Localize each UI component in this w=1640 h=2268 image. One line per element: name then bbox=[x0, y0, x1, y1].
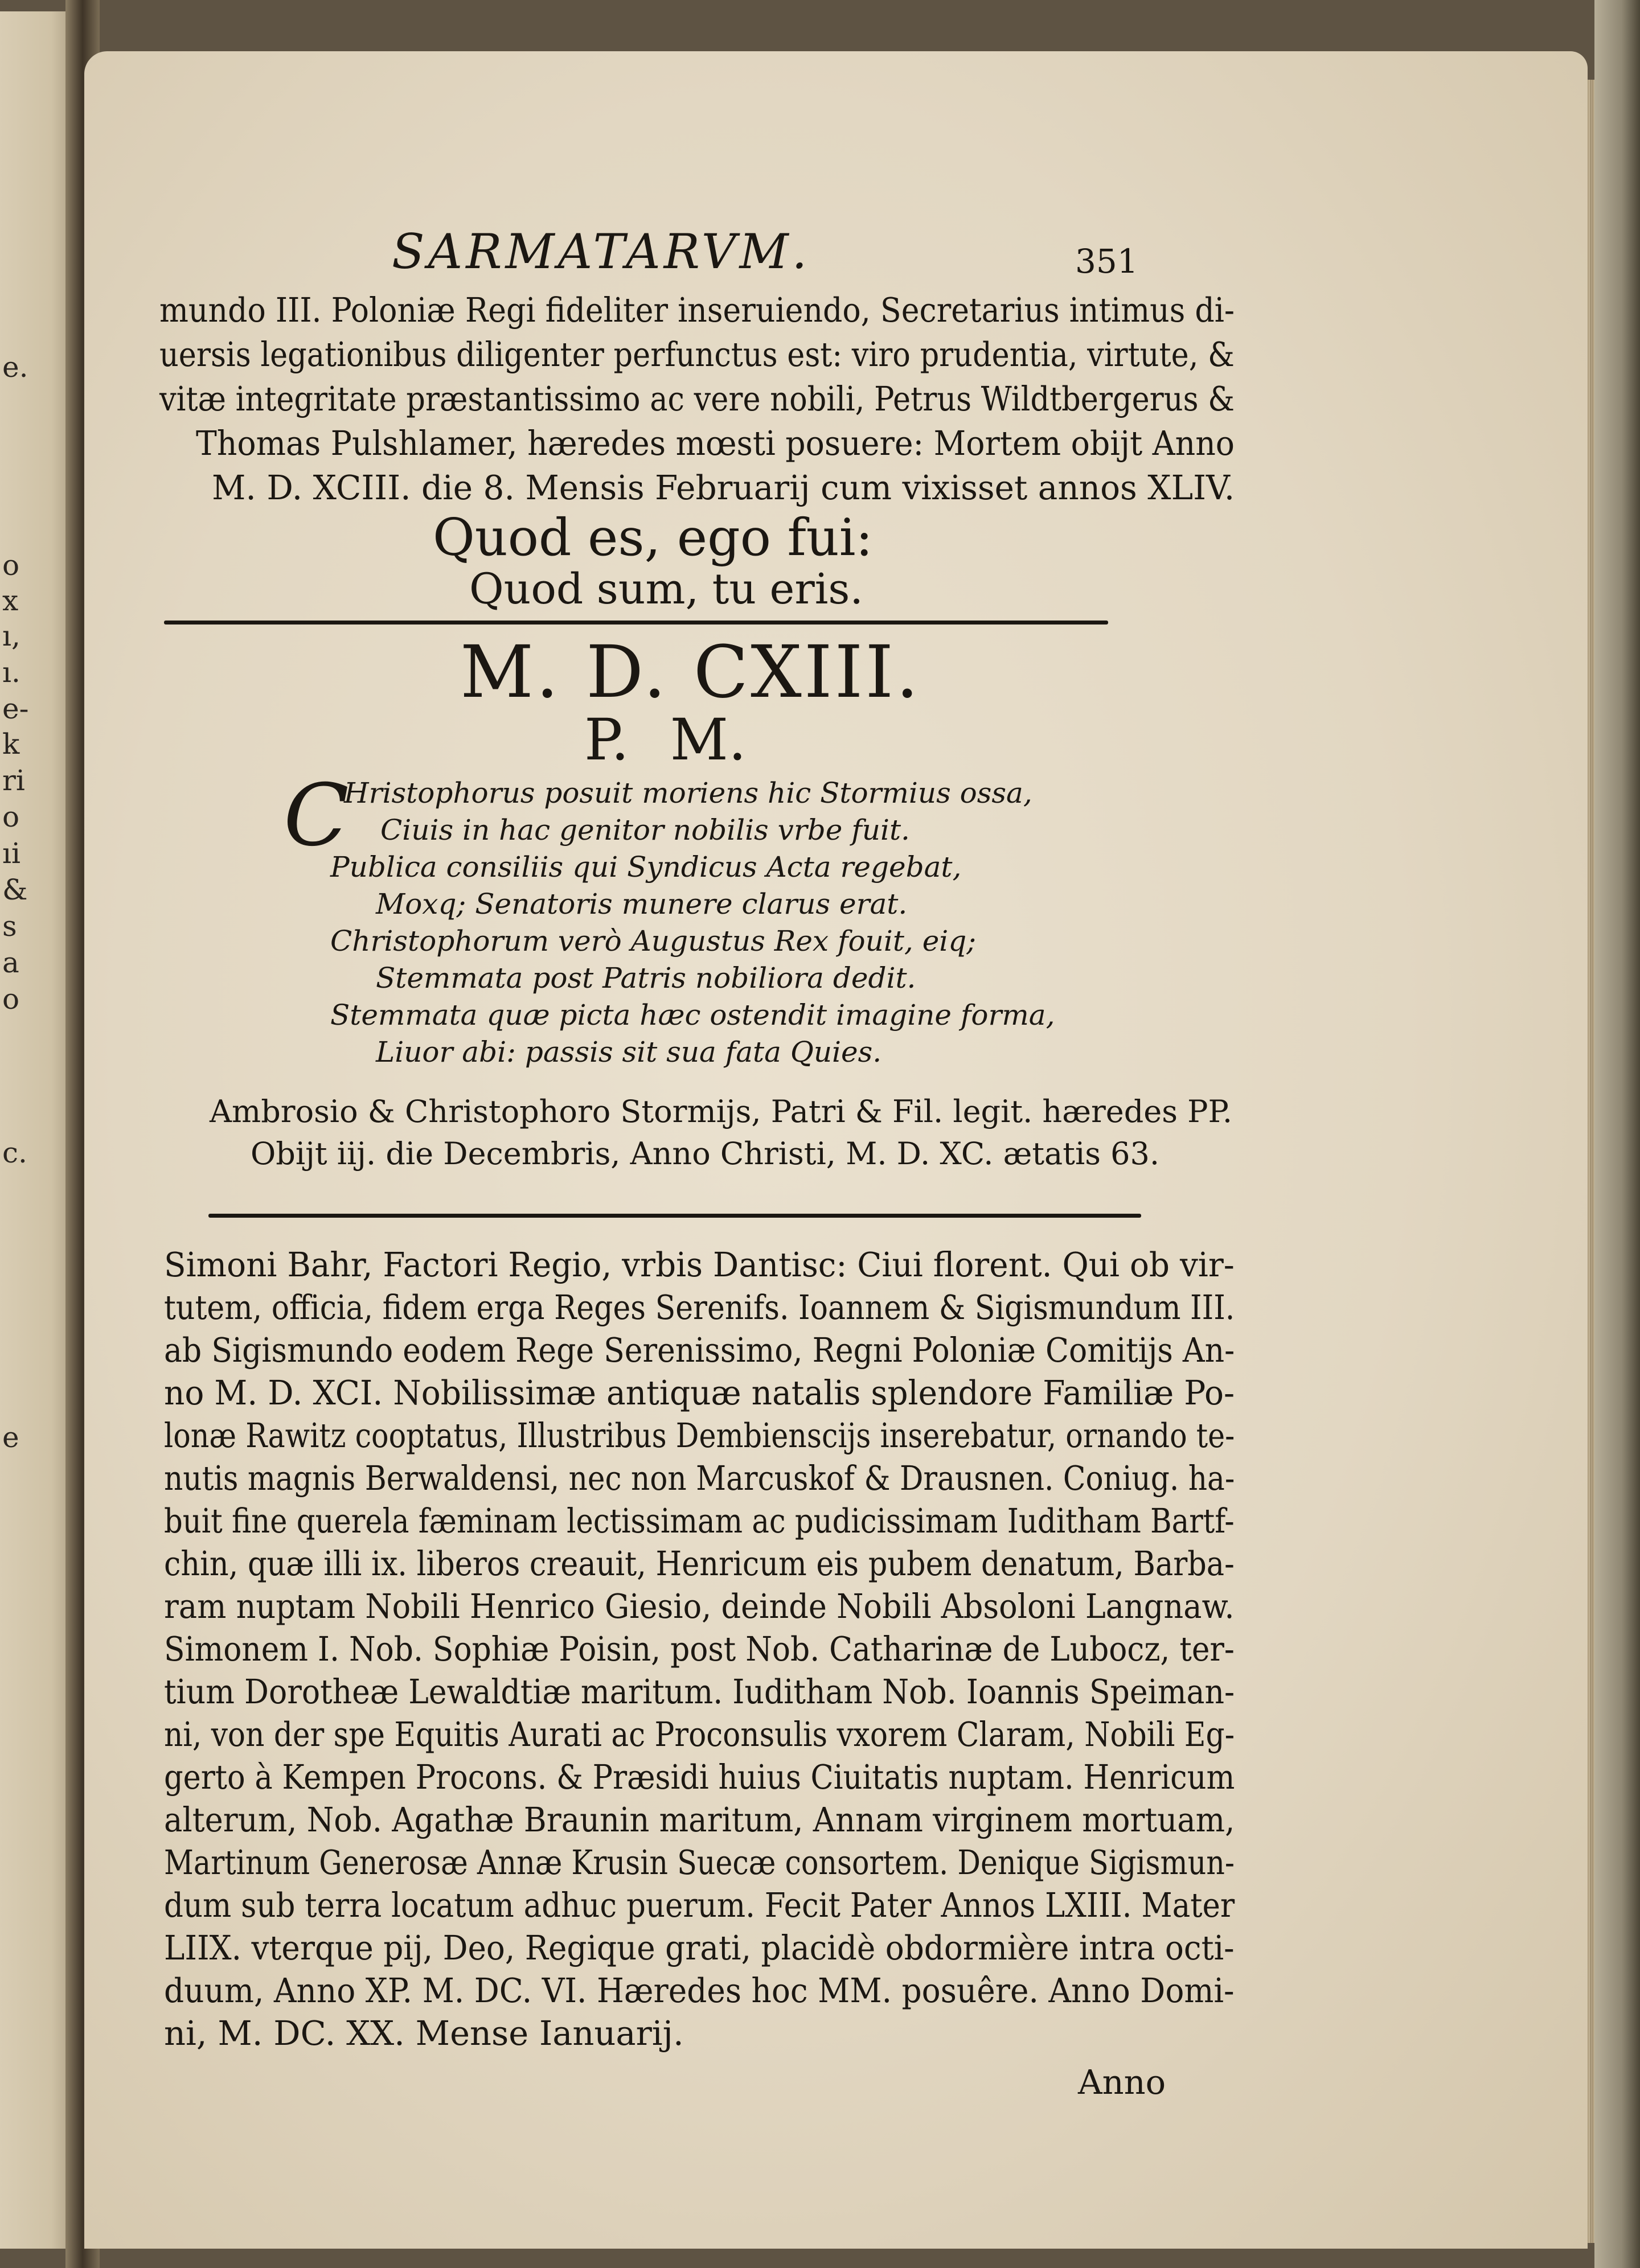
closing-line: Ambrosio & Christophoro Stormijs, Patri & Fil. legit. hæredes PP. bbox=[210, 1094, 1233, 1129]
text-line: chin, quæ illi ix. liberos creauit, Henricum eis pubem denatum, Barba- bbox=[164, 1544, 1235, 1583]
text-line: lonæ Rawitz cooptatus, Illustribus Dembienscijs inserebatur, ornando te- bbox=[164, 1416, 1235, 1455]
verse-line: Stemmata quæ picta hæc ostendit imagine forma, bbox=[330, 999, 1055, 1032]
page-number: 351 bbox=[1075, 242, 1138, 281]
left-margin-letter: o bbox=[2, 800, 20, 833]
text-line: LIIX. vterque pij, Deo, Regique grati, placidè obdormière intra octi- bbox=[164, 1928, 1235, 1967]
verse-line: Moxq; Senatoris munere clarus erat. bbox=[376, 888, 908, 921]
left-margin-letter: e bbox=[2, 1421, 19, 1454]
left-margin-letter: e- bbox=[2, 692, 29, 725]
text-line: Thomas Pulshlamer, hæredes mœsti posuere: Mortem obijt Anno bbox=[196, 424, 1235, 463]
text-line: ni, von der spe Equitis Aurati ac Proconsulis vxorem Claram, Nobili Eg- bbox=[164, 1715, 1235, 1754]
verse-line: Liuor abi: passis sit sua fata Quies. bbox=[376, 1036, 882, 1069]
section-year: M. D. CXIII. bbox=[460, 630, 921, 714]
verse-line: Christophorum verò Augustus Rex fouit, eiq; bbox=[330, 925, 977, 958]
left-margin-letter: x bbox=[2, 584, 19, 617]
left-margin-letter: k bbox=[2, 728, 20, 761]
text-line: gerto à Kempen Procons. & Præsidi huius Ciuitatis nuptam. Henricum bbox=[164, 1757, 1235, 1797]
text-line: duum, Anno XP. M. DC. VI. Hæredes hoc MM. posuêre. Anno Domi- bbox=[164, 1971, 1235, 2010]
dedication-abbreviation: P. M. bbox=[584, 706, 747, 773]
text-line: alterum, Nob. Agathæ Braunin maritum, Annam virginem mortuam, bbox=[164, 1800, 1235, 1839]
drop-cap: C bbox=[284, 766, 349, 865]
verse-line: Hristophorus posuit moriens hic Stormius ossa, bbox=[344, 776, 1032, 810]
left-margin-letter: ı. bbox=[2, 656, 20, 689]
catchword: Anno bbox=[1078, 2062, 1166, 2102]
verse-line: Publica consiliis qui Syndicus Acta regebat, bbox=[330, 850, 962, 884]
left-margin-letter: e. bbox=[2, 351, 28, 384]
text-line: tutem, officia, fidem erga Reges Serenifs. Ioannem & Sigismundum III. bbox=[164, 1288, 1235, 1327]
text-line: Martinum Generosæ Annæ Krusin Suecæ consortem. Denique Sigismun- bbox=[164, 1843, 1235, 1882]
text-line: no M. D. XCI. Nobilissimæ antiquæ natalis splendore Familiæ Po- bbox=[164, 1373, 1235, 1412]
text-line: ram nuptam Nobili Henrico Giesio, deinde Nobili Absoloni Langnaw. bbox=[164, 1587, 1235, 1626]
cover-edge bbox=[1594, 0, 1640, 2268]
left-margin-letter: ri bbox=[2, 764, 25, 797]
motto-line: Quod sum, tu eris. bbox=[469, 565, 863, 614]
text-line: mundo III. Poloniæ Regi fideliter inseruiendo, Secretarius intimus di- bbox=[159, 290, 1235, 330]
motto-line: Quod es, ego fui: bbox=[433, 508, 873, 568]
text-line: ab Sigismundo eodem Rege Serenissimo, Regni Poloniæ Comitijs An- bbox=[164, 1330, 1235, 1370]
left-margin-letter: ıi bbox=[2, 837, 20, 870]
text-line: uersis legationibus diligenter perfunctus est: viro prudentia, virtute, & bbox=[159, 335, 1235, 374]
text-line: dum sub terra locatum adhuc puerum. Fecit Pater Annos LXIII. Mater bbox=[164, 1885, 1235, 1925]
text-line: nutis magnis Berwaldensi, nec non Marcuskof & Drausnen. Coniug. ha- bbox=[164, 1458, 1235, 1498]
running-title: SARMATARVM. bbox=[392, 224, 811, 280]
left-margin-letter: o bbox=[2, 549, 20, 582]
left-margin-letter: ı, bbox=[2, 619, 20, 652]
horizontal-rule bbox=[208, 1214, 1141, 1218]
verse-line: Stemmata post Patris nobiliora dedit. bbox=[376, 962, 916, 995]
text-line: Simonem I. Nob. Sophiæ Poisin, post Nob. Catharinæ de Lubocz, ter- bbox=[164, 1629, 1235, 1669]
closing-line: Obijt iij. die Decembris, Anno Christi, M. D. XC. ætatis 63. bbox=[251, 1136, 1159, 1172]
text-line: M. D. XCIII. die 8. Mensis Februarij cum vixisset annos XLIV. bbox=[212, 468, 1235, 507]
left-margin-letter: c. bbox=[2, 1136, 27, 1169]
left-margin-letter: & bbox=[2, 873, 28, 906]
book-page bbox=[84, 51, 1588, 2249]
text-line: tium Dorotheæ Lewaldtiæ maritum. Iuditham Nob. Ioannis Speiman- bbox=[164, 1672, 1235, 1711]
text-line: vitæ integritate præstantissimo ac vere nobili, Petrus Wildtbergerus & bbox=[159, 379, 1235, 418]
left-margin-letter: s bbox=[2, 910, 17, 943]
text-line: buit fine querela fæminam lectissimam ac pudicissimam Iuditham Bartf- bbox=[164, 1501, 1235, 1540]
left-margin-letter: a bbox=[2, 946, 19, 979]
text-line: ni, M. DC. XX. Mense Ianuarij. bbox=[164, 2014, 684, 2053]
horizontal-rule bbox=[164, 621, 1108, 624]
verse-line: Ciuis in hac genitor nobilis vrbe fuit. bbox=[380, 813, 910, 847]
left-margin-letter: o bbox=[2, 983, 20, 1016]
text-line: Simoni Bahr, Factori Regio, vrbis Dantisc: Ciui florent. Qui ob vir- bbox=[164, 1245, 1235, 1284]
